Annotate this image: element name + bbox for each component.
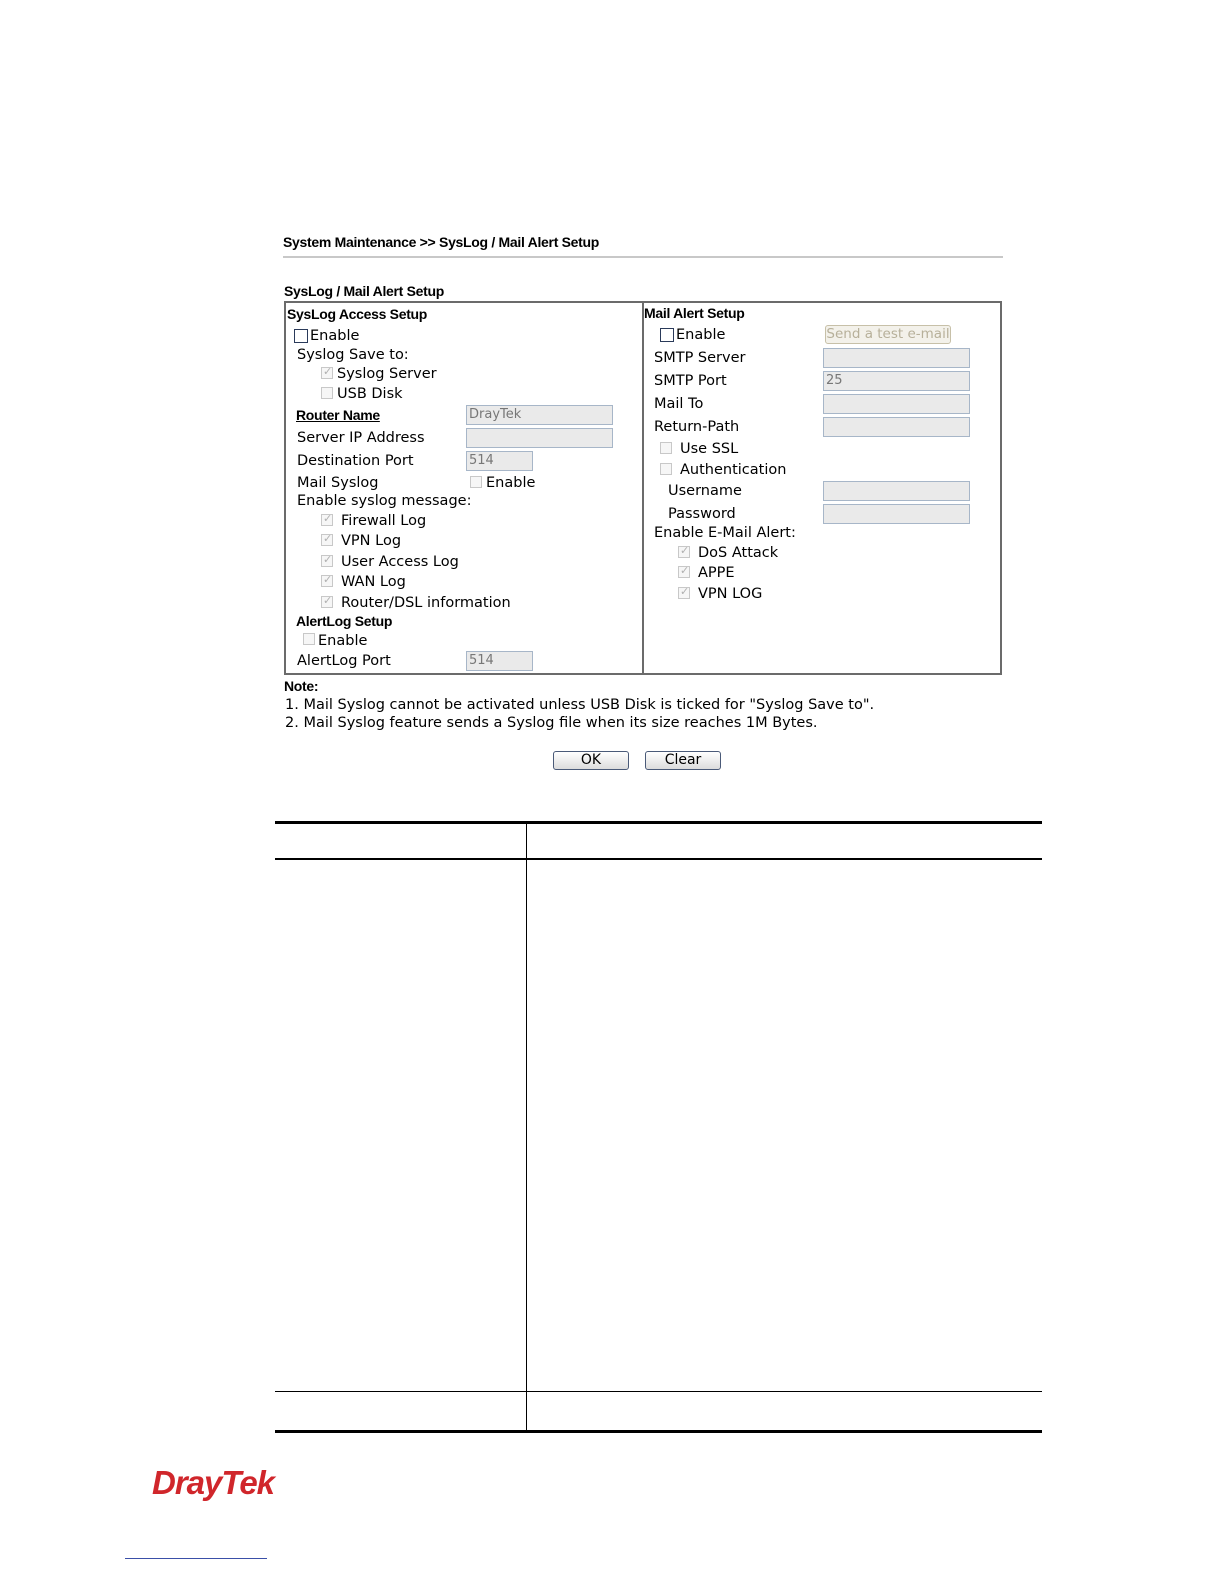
table-row-rule <box>275 1391 1042 1392</box>
send-test-email-button[interactable]: Send a test e-mail <box>826 326 950 342</box>
dos-attack-label: DoS Attack <box>698 545 779 561</box>
syslog-server-label: Syslog Server <box>337 366 437 382</box>
mail-syslog-enable-label: Enable <box>486 475 536 491</box>
mail-enable-checkbox[interactable] <box>660 328 674 342</box>
appe-label: APPE <box>698 565 735 581</box>
syslog-heading: SysLog Access Setup <box>287 306 428 322</box>
firewall-log-checkbox[interactable] <box>321 514 333 526</box>
syslog-save-to-label: Syslog Save to: <box>297 347 409 363</box>
alertlog-heading: AlertLog Setup <box>296 613 393 629</box>
smtp-server-input[interactable] <box>823 348 970 368</box>
wan-log-label: WAN Log <box>341 574 406 590</box>
authentication-label: Authentication <box>680 462 787 478</box>
router-dsl-info-checkbox[interactable] <box>321 596 333 608</box>
user-access-log-checkbox[interactable] <box>321 555 333 567</box>
smtp-port-label: SMTP Port <box>654 373 727 389</box>
ok-button[interactable]: OK <box>553 751 629 770</box>
password-label: Password <box>668 506 736 522</box>
vpn-log-label: VPN Log <box>341 533 402 549</box>
alertlog-port-input[interactable]: 514 <box>466 651 533 671</box>
mail-syslog-checkbox[interactable] <box>470 476 482 488</box>
alertlog-enable-checkbox[interactable] <box>303 633 315 645</box>
server-ip-label: Server IP Address <box>297 430 425 446</box>
section-title: SysLog / Mail Alert Setup <box>284 283 445 299</box>
router-dsl-info-label: Router/DSL information <box>341 595 511 611</box>
usb-disk-label: USB Disk <box>337 386 403 402</box>
table-top-rule <box>275 821 1042 824</box>
clear-button[interactable]: Clear <box>645 751 721 770</box>
enable-syslog-message-label: Enable syslog message: <box>297 493 472 509</box>
mail-syslog-label: Mail Syslog <box>297 475 379 491</box>
vpn-log-alert-label: VPN LOG <box>698 586 763 602</box>
table-column-divider <box>526 823 527 1431</box>
draytek-logo: DrayTek <box>152 1464 275 1501</box>
mail-to-input[interactable] <box>823 394 970 414</box>
mail-to-label: Mail To <box>654 396 704 412</box>
wan-log-checkbox[interactable] <box>321 575 333 587</box>
router-name-link[interactable]: Router Name <box>296 407 380 423</box>
authentication-checkbox[interactable] <box>660 463 672 475</box>
alertlog-enable-label: Enable <box>318 633 368 649</box>
return-path-input[interactable] <box>823 417 970 437</box>
mail-alert-heading: Mail Alert Setup <box>644 305 745 321</box>
breadcrumb-divider <box>283 256 1003 258</box>
note-line-2: 2. Mail Syslog feature sends a Syslog file when its size reaches 1M Bytes. <box>285 715 818 731</box>
smtp-port-input[interactable]: 25 <box>823 371 970 391</box>
username-label: Username <box>668 483 742 499</box>
syslog-enable-label: Enable <box>310 328 360 344</box>
appe-checkbox[interactable] <box>678 566 690 578</box>
alertlog-port-label: AlertLog Port <box>297 653 391 669</box>
footer-rule <box>125 1558 267 1559</box>
router-name-input[interactable]: DrayTek <box>466 405 613 425</box>
table-header-rule <box>275 858 1042 860</box>
destination-port-input[interactable]: 514 <box>466 451 533 471</box>
table-bottom-rule <box>275 1430 1042 1433</box>
note-line-1: 1. Mail Syslog cannot be activated unless USB Disk is ticked for "Syslog Save to". <box>285 697 875 713</box>
smtp-server-label: SMTP Server <box>654 350 746 366</box>
syslog-enable-checkbox[interactable] <box>294 329 308 343</box>
dos-attack-checkbox[interactable] <box>678 546 690 558</box>
username-input[interactable] <box>823 481 970 501</box>
return-path-label: Return-Path <box>654 419 740 435</box>
use-ssl-checkbox[interactable] <box>660 442 672 454</box>
use-ssl-label: Use SSL <box>680 441 739 457</box>
user-access-log-label: User Access Log <box>341 554 459 570</box>
mail-enable-label: Enable <box>676 327 726 343</box>
vpn-log-alert-checkbox[interactable] <box>678 587 690 599</box>
firewall-log-label: Firewall Log <box>341 513 427 529</box>
breadcrumb: System Maintenance >> SysLog / Mail Alert Setup <box>283 234 600 250</box>
server-ip-input[interactable] <box>466 428 613 448</box>
destination-port-label: Destination Port <box>297 453 414 469</box>
enable-email-alert-label: Enable E-Mail Alert: <box>654 525 796 541</box>
password-input[interactable] <box>823 504 970 524</box>
note-title: Note: <box>284 678 319 694</box>
syslog-server-checkbox[interactable] <box>321 367 333 379</box>
usb-disk-checkbox[interactable] <box>321 387 333 399</box>
vpn-log-checkbox[interactable] <box>321 534 333 546</box>
